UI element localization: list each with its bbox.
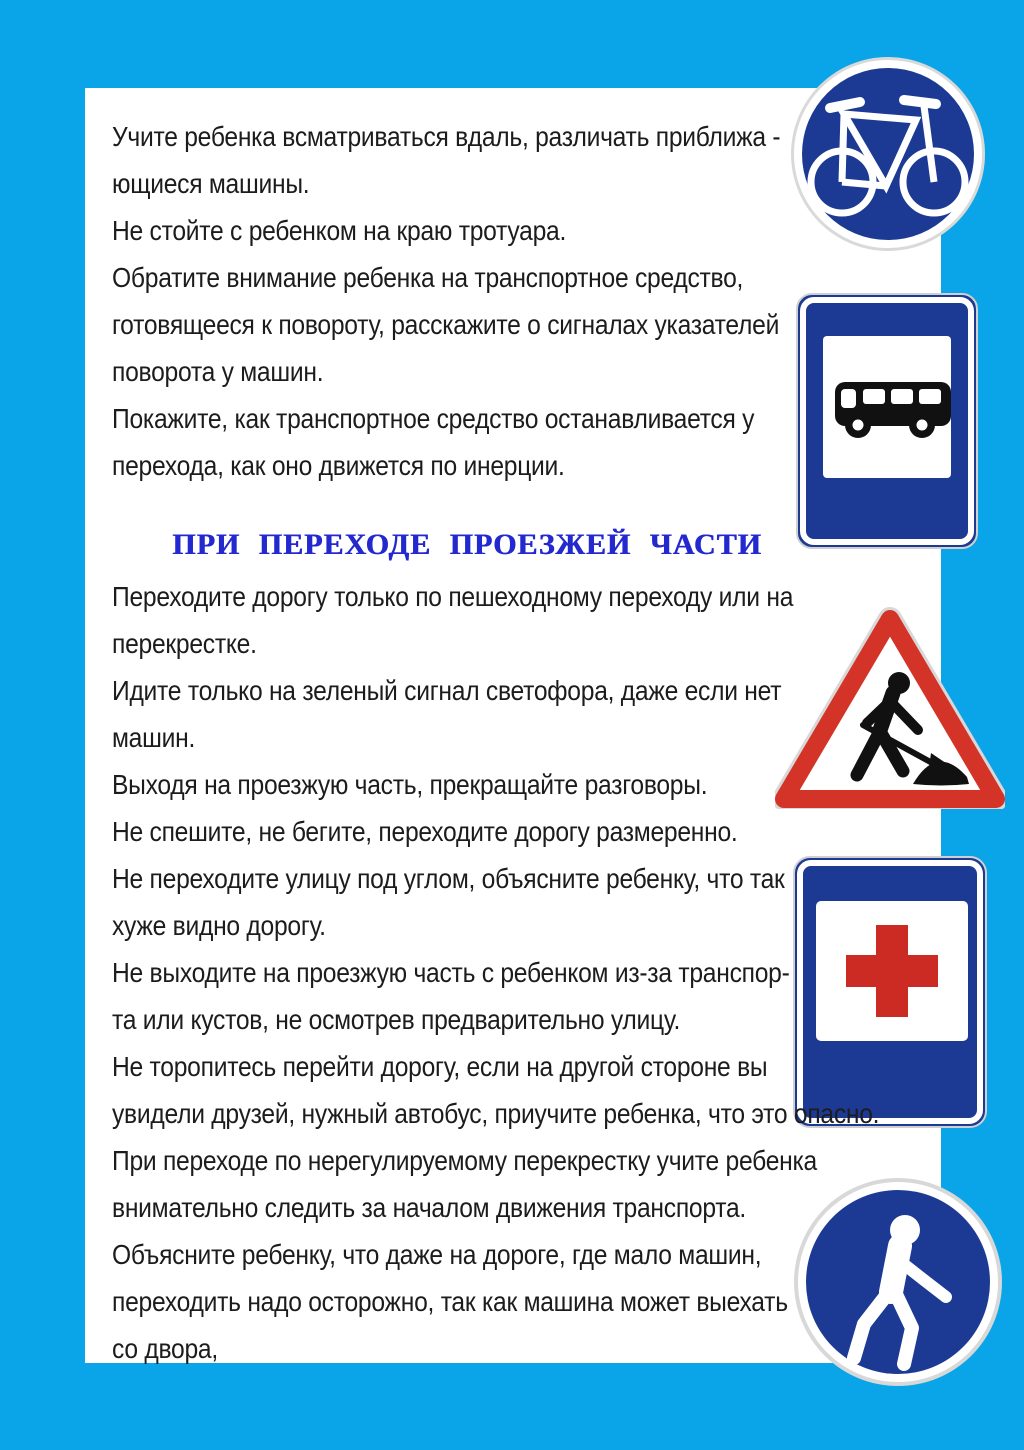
text-line: со двора,	[112, 1332, 218, 1364]
text-line: При переходе по нерегулируемому перекрестку учите ребенка	[112, 1144, 817, 1176]
text-line: Не стойте с ребенком на краю тротуара.	[112, 214, 567, 246]
text-line: Учите ребенка всматриваться вдаль, различать приближа -	[112, 120, 781, 152]
text-line: хуже видно дорогу.	[112, 909, 326, 941]
text-column	[112, 113, 944, 1372]
text-line: перехода, как оно движется по инерции.	[112, 449, 565, 481]
text-line: Не выходите на проезжую часть с ребенком из-за транспор-	[112, 956, 790, 988]
text-line: Не переходите улицу под углом, объясните ребенку, что так	[112, 862, 785, 894]
text-line: готовящееся к повороту, расскажите о сигналах указателей	[112, 308, 780, 340]
text-line: переходить надо осторожно, так как машина может выехать	[112, 1285, 788, 1317]
text-line: Выходя на проезжую часть, прекращайте разговоры.	[112, 768, 708, 800]
text-line: Переходите дорогу только по пешеходному переходу или на	[112, 580, 794, 612]
text-line: Не торопитесь перейти дорогу, если на другой стороне вы	[112, 1050, 768, 1082]
section-heading: ПРИ ПЕРЕХОДЕ ПРОЕЗЖЕЙ ЧАСТИ	[172, 528, 762, 561]
text-line: внимательно следить за началом движения транспорта.	[112, 1191, 746, 1223]
text-line: увидели друзей, нужный автобус, приучите ребенка, что это опасно.	[112, 1097, 880, 1129]
text-line: Покажите, как транспортное средство останавливается у	[112, 402, 755, 434]
text-line: Не спешите, не бегите, переходите дорогу размеренно.	[112, 815, 738, 847]
text-line: поворота у машин.	[112, 355, 324, 387]
text-line: Идите только на зеленый сигнал светофора, даже если нет	[112, 674, 782, 706]
text-line: та или кустов, не осмотрев предварительно улицу.	[112, 1003, 681, 1035]
text-line: ющиеся машины.	[112, 167, 310, 199]
text-line: Объясните ребенку, что даже на дороге, где мало машин,	[112, 1238, 762, 1270]
text-line: машин.	[112, 721, 196, 753]
text-line: перекрестке.	[112, 627, 257, 659]
text-line: Обратите внимание ребенка на транспортное средство,	[112, 261, 744, 293]
